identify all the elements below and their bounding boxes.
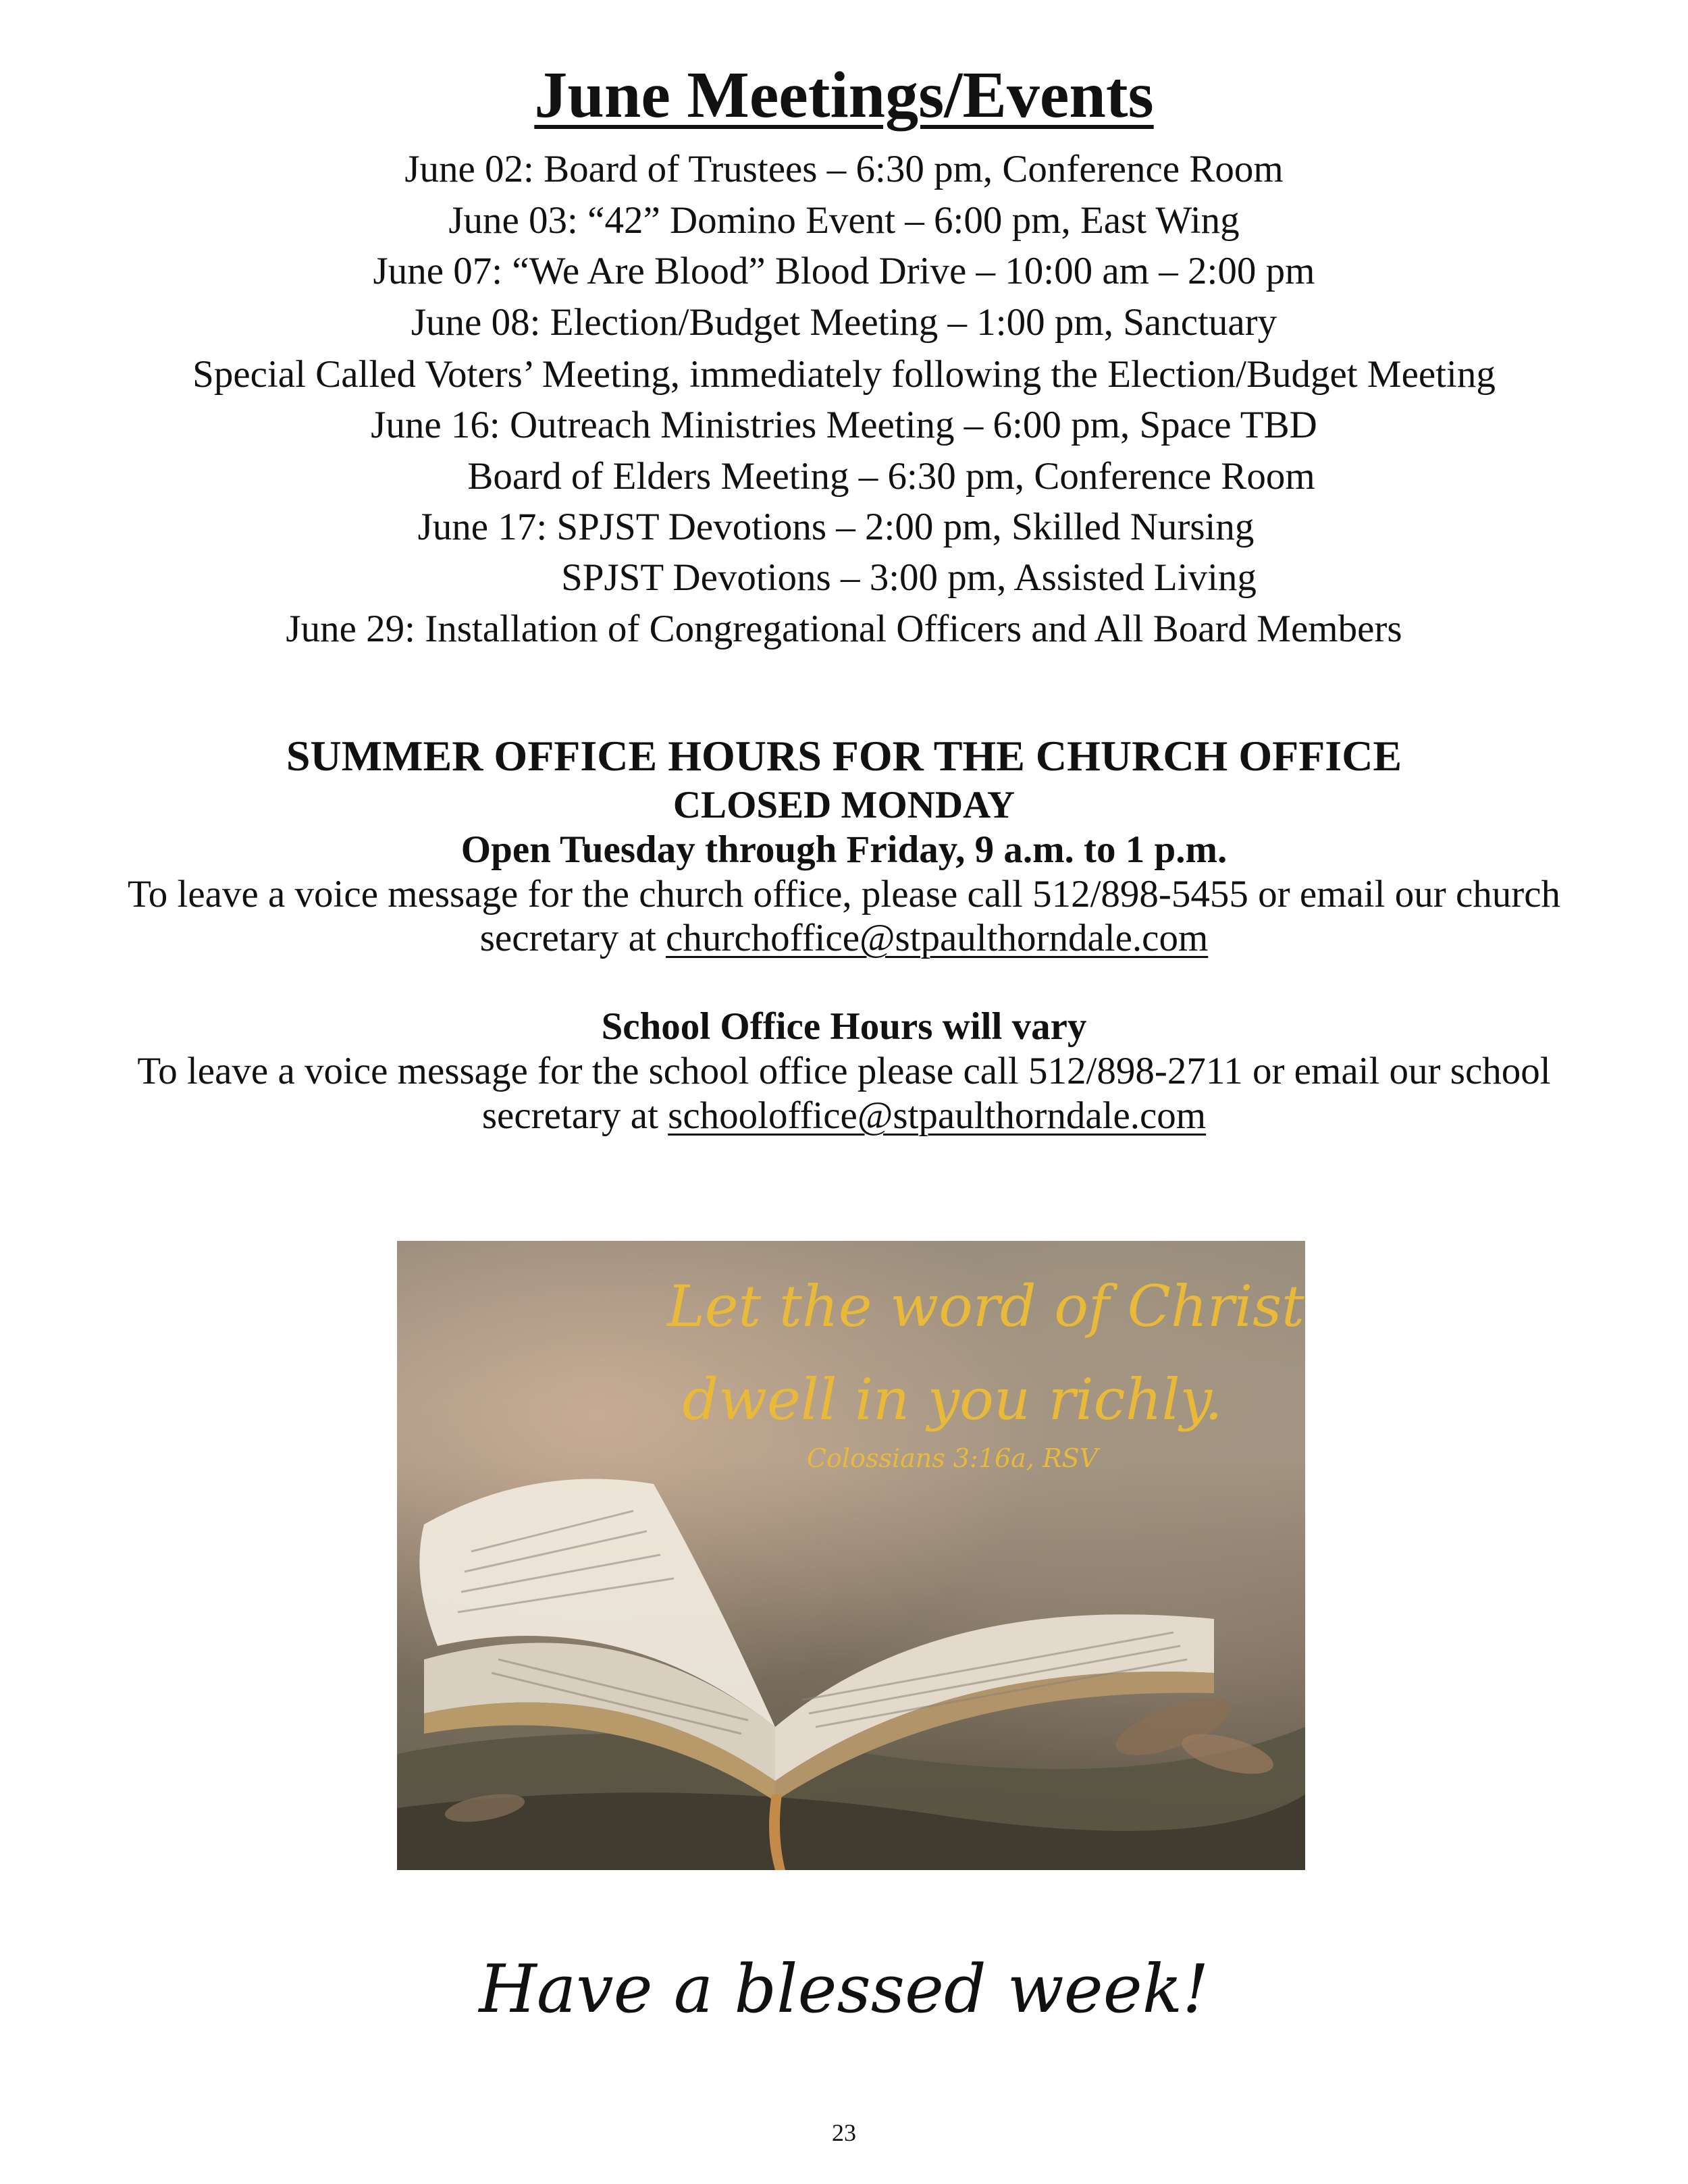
- verse-line-1: Let the word of Christ: [667, 1273, 1304, 1339]
- event-line: June 17: SPJST Devotions – 2:00 pm, Skilled Nursing: [417, 506, 1255, 548]
- bible-photo: [397, 1241, 1305, 1870]
- event-line: Board of Elders Meeting – 6:30 pm, Conference Room: [467, 455, 1315, 498]
- closing-message: Have a blessed week!: [479, 1951, 1209, 2028]
- event-line: June 16: Outreach Ministries Meeting – 6:00 pm, Space TBD: [371, 404, 1317, 446]
- church-email-link[interactable]: churchoffice@stpaulthorndale.com: [666, 917, 1209, 959]
- closed-monday: CLOSED MONDAY: [672, 784, 1016, 826]
- event-line: June 29: Installation of Congregational Officers and All Board Members: [286, 608, 1402, 650]
- church-message-prefix: secretary at: [479, 917, 666, 959]
- event-line: June 03: “42” Domino Event – 6:00 pm, East Wing: [448, 199, 1240, 242]
- event-line: Special Called Voters’ Meeting, immediately following the Election/Budget Meeting: [192, 353, 1496, 396]
- church-office-heading: SUMMER OFFICE HOURS FOR THE CHURCH OFFICE: [286, 732, 1402, 780]
- verse-citation: Colossians 3:16a, RSV: [806, 1443, 1099, 1473]
- event-line: June 07: “We Are Blood” Blood Drive – 10:00 am – 2:00 pm: [373, 250, 1315, 292]
- open-hours: Open Tuesday through Friday, 9 a.m. to 1 p.m.: [460, 828, 1228, 871]
- verse-line-2: dwell in you richly.: [682, 1366, 1223, 1433]
- school-message-line2: [0, 1096, 1688, 1135]
- church-message-line2: [0, 919, 1688, 957]
- event-line: SPJST Devotions – 3:00 pm, Assisted Living: [561, 556, 1257, 599]
- event-line: June 08: Election/Budget Meeting – 1:00 pm, Sanctuary: [411, 301, 1277, 344]
- school-office-heading: School Office Hours will vary: [601, 1005, 1087, 1048]
- school-message-prefix: secretary at: [481, 1094, 668, 1137]
- event-line: June 02: Board of Trustees – 6:30 pm, Conference Room: [404, 148, 1284, 190]
- page-number: 23: [832, 2119, 856, 2146]
- school-message: To leave a voice message for the school office please call 512/898-2711 or email our school: [137, 1050, 1551, 1092]
- church-message: To leave a voice message for the church office, please call 512/898-5455 or email our church: [127, 873, 1561, 915]
- school-email-link[interactable]: schooloffice@stpaulthorndale.com: [668, 1094, 1207, 1137]
- page-title: June Meetings/Events: [534, 59, 1154, 132]
